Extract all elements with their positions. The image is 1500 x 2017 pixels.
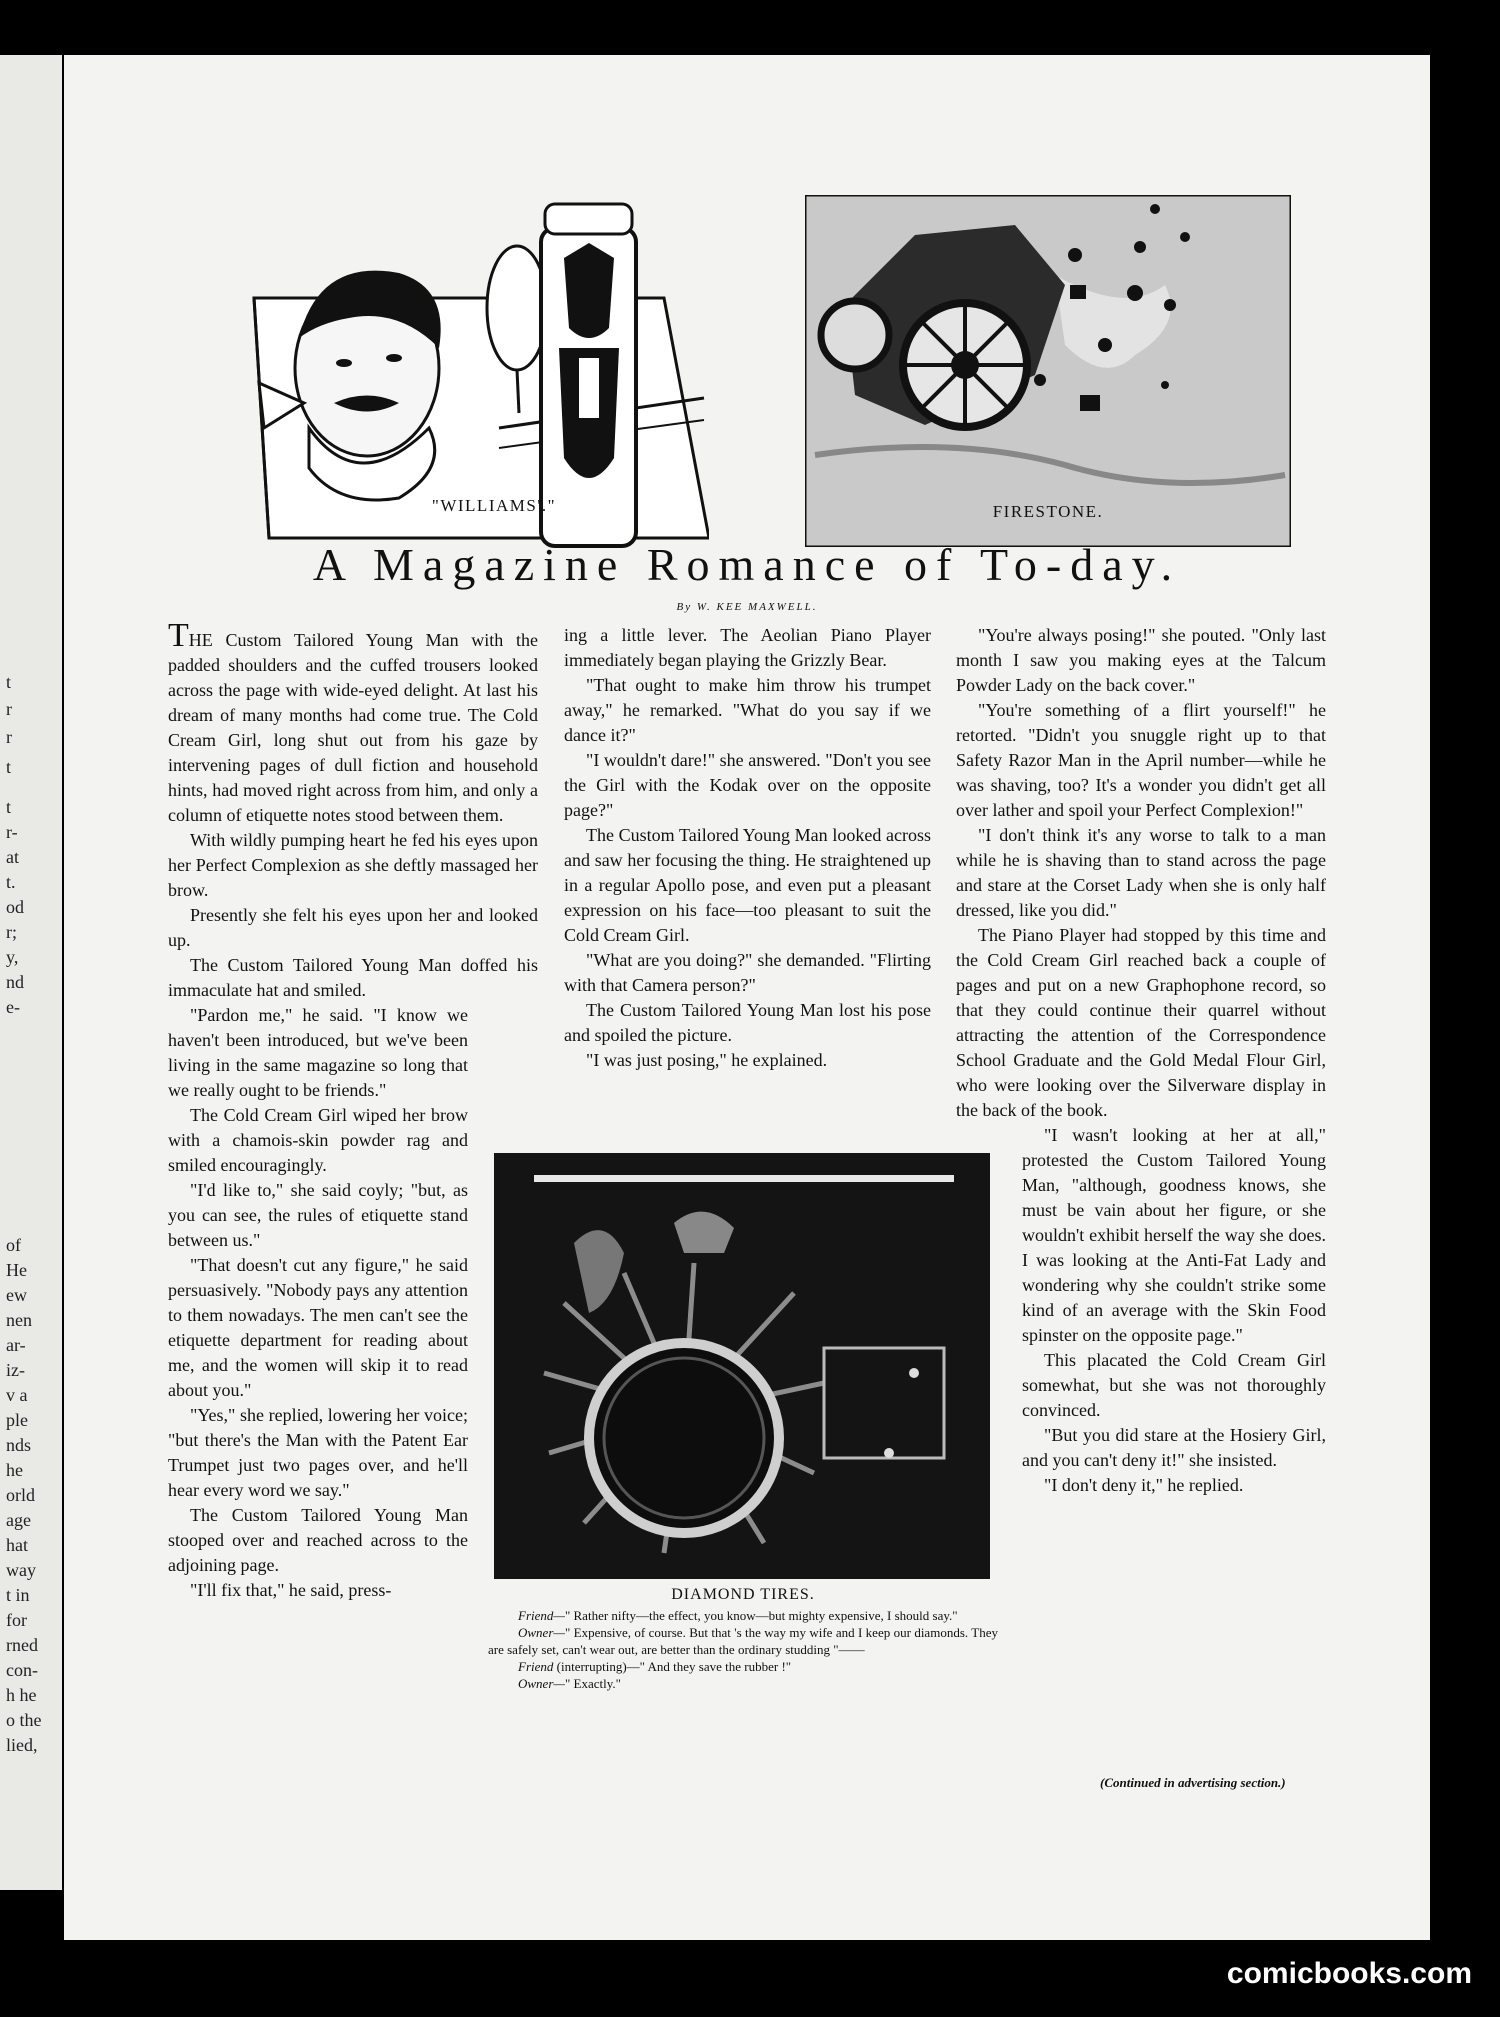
paragraph: Presently she felt his eyes upon her and looked up. <box>168 905 538 950</box>
speaker-label: Friend— <box>518 1608 565 1623</box>
paragraph: This placated the Cold Cream Girl somewhat, but she was not thoroughly convinced. <box>1022 1350 1326 1420</box>
dialogue-text: (interrupting)—" And they save the rubber !" <box>556 1659 792 1674</box>
left-page-edge <box>0 55 62 1890</box>
paragraph-text: HE Custom Tailored Young Man with the padded shoulders and the cuffed trousers looked across the page with wide-eyed delight. At last his dream of many months had come true. The Cold Cream Girl, long shut out from his gaze by intervening pages of dull fiction and household hints, had moved right across from him, and only a column of etiquette notes stood between them. <box>168 630 538 825</box>
article-byline: By W. KEE MAXWELL. <box>676 601 818 613</box>
article-title: A Magazine Romance of To-day. <box>312 539 1182 590</box>
paragraph: "I wasn't looking at her at all," protested the Custom Tailored Young Man, "although, goodness knows, she must be vain about her figure, or she wouldn't exhibit herself the way she does. I was looking at the Anti-Fat Lady and wondering why she couldn't strike some kind of an average with the Skin Food spinster on the opposite page." <box>1022 1125 1326 1345</box>
left-fragment: way <box>6 1560 36 1580</box>
paragraph: "Pardon me," he said. "I know we haven't been introduced, but we've been living in the same magazine so long that we really ought to be friends." <box>168 1005 468 1100</box>
left-fragment: t <box>6 757 12 777</box>
left-fragment: for <box>6 1610 27 1630</box>
paragraph: The Piano Player had stopped by this time and the Cold Cream Girl reached back a couple of pages and put on a new Graphophone record, so that they could continue their quarrel without attracting the attention of the Correspondence School Graduate and the Gold Medal Flour Girl, who were looking over the Silverware display in the back of the book. <box>956 925 1326 1120</box>
paragraph: "That ought to make him throw his trumpet away," he remarked. "What do you say if we dance it?" <box>564 675 931 745</box>
diamond-tires-drawing <box>494 1153 990 1579</box>
left-fragment: hat <box>6 1535 28 1555</box>
left-fragment: at <box>6 847 19 867</box>
firestone-illustration <box>805 195 1291 547</box>
paragraph: "I wouldn't dare!" she answered. "Don't you see the Girl with the Kodak over on the opposite page?" <box>564 750 931 820</box>
left-fragment: r- <box>6 822 18 842</box>
column-2 <box>564 623 931 1073</box>
left-fragment: nd <box>6 972 24 992</box>
left-fragment: o the <box>6 1710 42 1730</box>
left-fragment: r <box>6 727 12 747</box>
paragraph: "That doesn't cut any figure," he said persuasively. "Nobody pays any attention to them nowadays. The men can't see the etiquette department for reading about me, and the women will skip it to read about you." <box>168 1255 468 1400</box>
left-fragment: he <box>6 1460 23 1480</box>
paragraph: "You're always posing!" she pouted. "Only last month I saw you making eyes at the Talcum Powder Lady on the back cover." <box>956 625 1326 695</box>
left-fragment: of <box>6 1235 21 1255</box>
left-fragment: lied, <box>6 1735 38 1755</box>
paragraph: "I don't deny it," he replied. <box>1044 1475 1244 1495</box>
left-fragment: e- <box>6 997 20 1017</box>
narrow-paragraphs <box>168 1003 468 1603</box>
dialogue-text: " Rather nifty—the effect, you know—but mighty expensive, I should say." <box>564 1608 958 1623</box>
paragraph: The Custom Tailored Young Man doffed his immaculate hat and smiled. <box>168 955 538 1000</box>
left-fragment: t <box>6 672 12 692</box>
column-1 <box>168 617 538 1603</box>
left-fragment: rned <box>6 1635 38 1655</box>
left-fragment: nds <box>6 1435 32 1455</box>
left-fragment: ar- <box>6 1335 26 1355</box>
indented-paragraphs <box>1022 1123 1326 1498</box>
paragraph: The Custom Tailored Young Man looked across and saw her focusing the thing. He straightened up in a regular Apollo pose, and even put a pleasant expression on his face—too pleasant to suit the Cold Cream Girl. <box>564 825 931 945</box>
paragraph: The Custom Tailored Young Man stooped over and reached across to the adjoining page. <box>168 1505 468 1575</box>
left-fragment: iz- <box>6 1360 25 1380</box>
left-fragment: od <box>6 897 24 917</box>
firestone-drawing <box>805 195 1291 547</box>
left-fragment: y, <box>6 947 19 967</box>
speaker-label: Friend <box>518 1659 554 1674</box>
dialogue-line <box>488 1624 998 1658</box>
paragraph: The Cold Cream Girl wiped her brow with a chamois-skin powder rag and smiled encouragingly. <box>168 1105 468 1175</box>
dialogue-text: " Exactly." <box>564 1676 621 1691</box>
speaker-label: Owner— <box>518 1625 565 1640</box>
continued-note: (Continued in advertising section.) <box>1100 1775 1286 1790</box>
left-fragment: ple <box>6 1410 28 1430</box>
site-watermark: comicbooks.com <box>1226 1957 1472 1990</box>
paragraph: "What are you doing?" she demanded. "Flirting with that Camera person?" <box>564 950 931 995</box>
drop-cap: T <box>168 617 189 654</box>
williams-caption: "WILLIAMS'." <box>431 496 557 515</box>
left-fragment: t <box>6 797 12 817</box>
left-fragment: ew <box>6 1285 27 1305</box>
paragraph: ing a little lever. The Aeolian Piano Player immediately began playing the Grizzly Bear. <box>564 625 931 670</box>
left-fragment: t in <box>6 1585 30 1605</box>
speaker-label: Owner— <box>518 1676 565 1691</box>
firestone-caption: FIRESTONE. <box>992 502 1104 521</box>
dialogue-line <box>488 1675 998 1692</box>
paragraph: With wildly pumping heart he fed his eyes upon her Perfect Complexion as she deftly massaged her brow. <box>168 830 538 900</box>
paragraph: The Custom Tailored Young Man lost his pose and spoiled the picture. <box>564 1000 931 1045</box>
left-fragment: con- <box>6 1660 38 1680</box>
magazine-page <box>64 55 1430 1940</box>
diamond-dialogue <box>488 1607 998 1692</box>
paragraph: "Yes," she replied, lowering her voice; "but there's the Man with the Patent Ear Trumpet just two pages over, and he'll hear every word we say." <box>168 1405 468 1500</box>
dialogue-line <box>488 1658 998 1675</box>
left-fragment: r; <box>6 922 17 942</box>
left-fragment: nen <box>6 1310 32 1330</box>
paragraph: "I was just posing," he explained. <box>586 1050 828 1070</box>
dialogue-line <box>488 1607 998 1624</box>
diamond-tires-illustration <box>494 1153 990 1579</box>
paragraph <box>168 617 538 828</box>
left-fragment: He <box>6 1260 27 1280</box>
paragraph: "I'll fix that," he said, press- <box>190 1580 392 1600</box>
paragraph: "But you did stare at the Hosiery Girl, and you can't deny it!" she insisted. <box>1022 1425 1326 1470</box>
left-fragment: t. <box>6 872 16 892</box>
paragraph: "You're something of a flirt yourself!" he retorted. "Didn't you snuggle right up to that Safety Razor Man in the April number—while he was shaving, too? It's a wonder you didn't get all over lather and spoil your Perfect Complexion!" <box>956 700 1326 820</box>
dialogue-text: " Expensive, of course. But that 's the way my wife and I keep our diamonds. They are safely set, can't wear out, are better than the ordinary studding "—— <box>488 1625 998 1657</box>
left-fragment: h he <box>6 1685 37 1705</box>
left-fragment: v a <box>6 1385 28 1405</box>
column-3 <box>956 623 1326 1498</box>
left-fragment: age <box>6 1510 31 1530</box>
left-fragment: r <box>6 699 12 719</box>
paragraph: "I don't think it's any worse to talk to a man while he is shaving than to stand across the page and stare at the Corset Lady when she is only half dressed, like you did." <box>956 825 1326 920</box>
left-fragment: orld <box>6 1485 35 1505</box>
paragraph: "I'd like to," she said coyly; "but, as you can see, the rules of etiquette stand between us." <box>168 1180 468 1250</box>
diamond-tires-caption: DIAMOND TIRES. <box>671 1586 815 1603</box>
